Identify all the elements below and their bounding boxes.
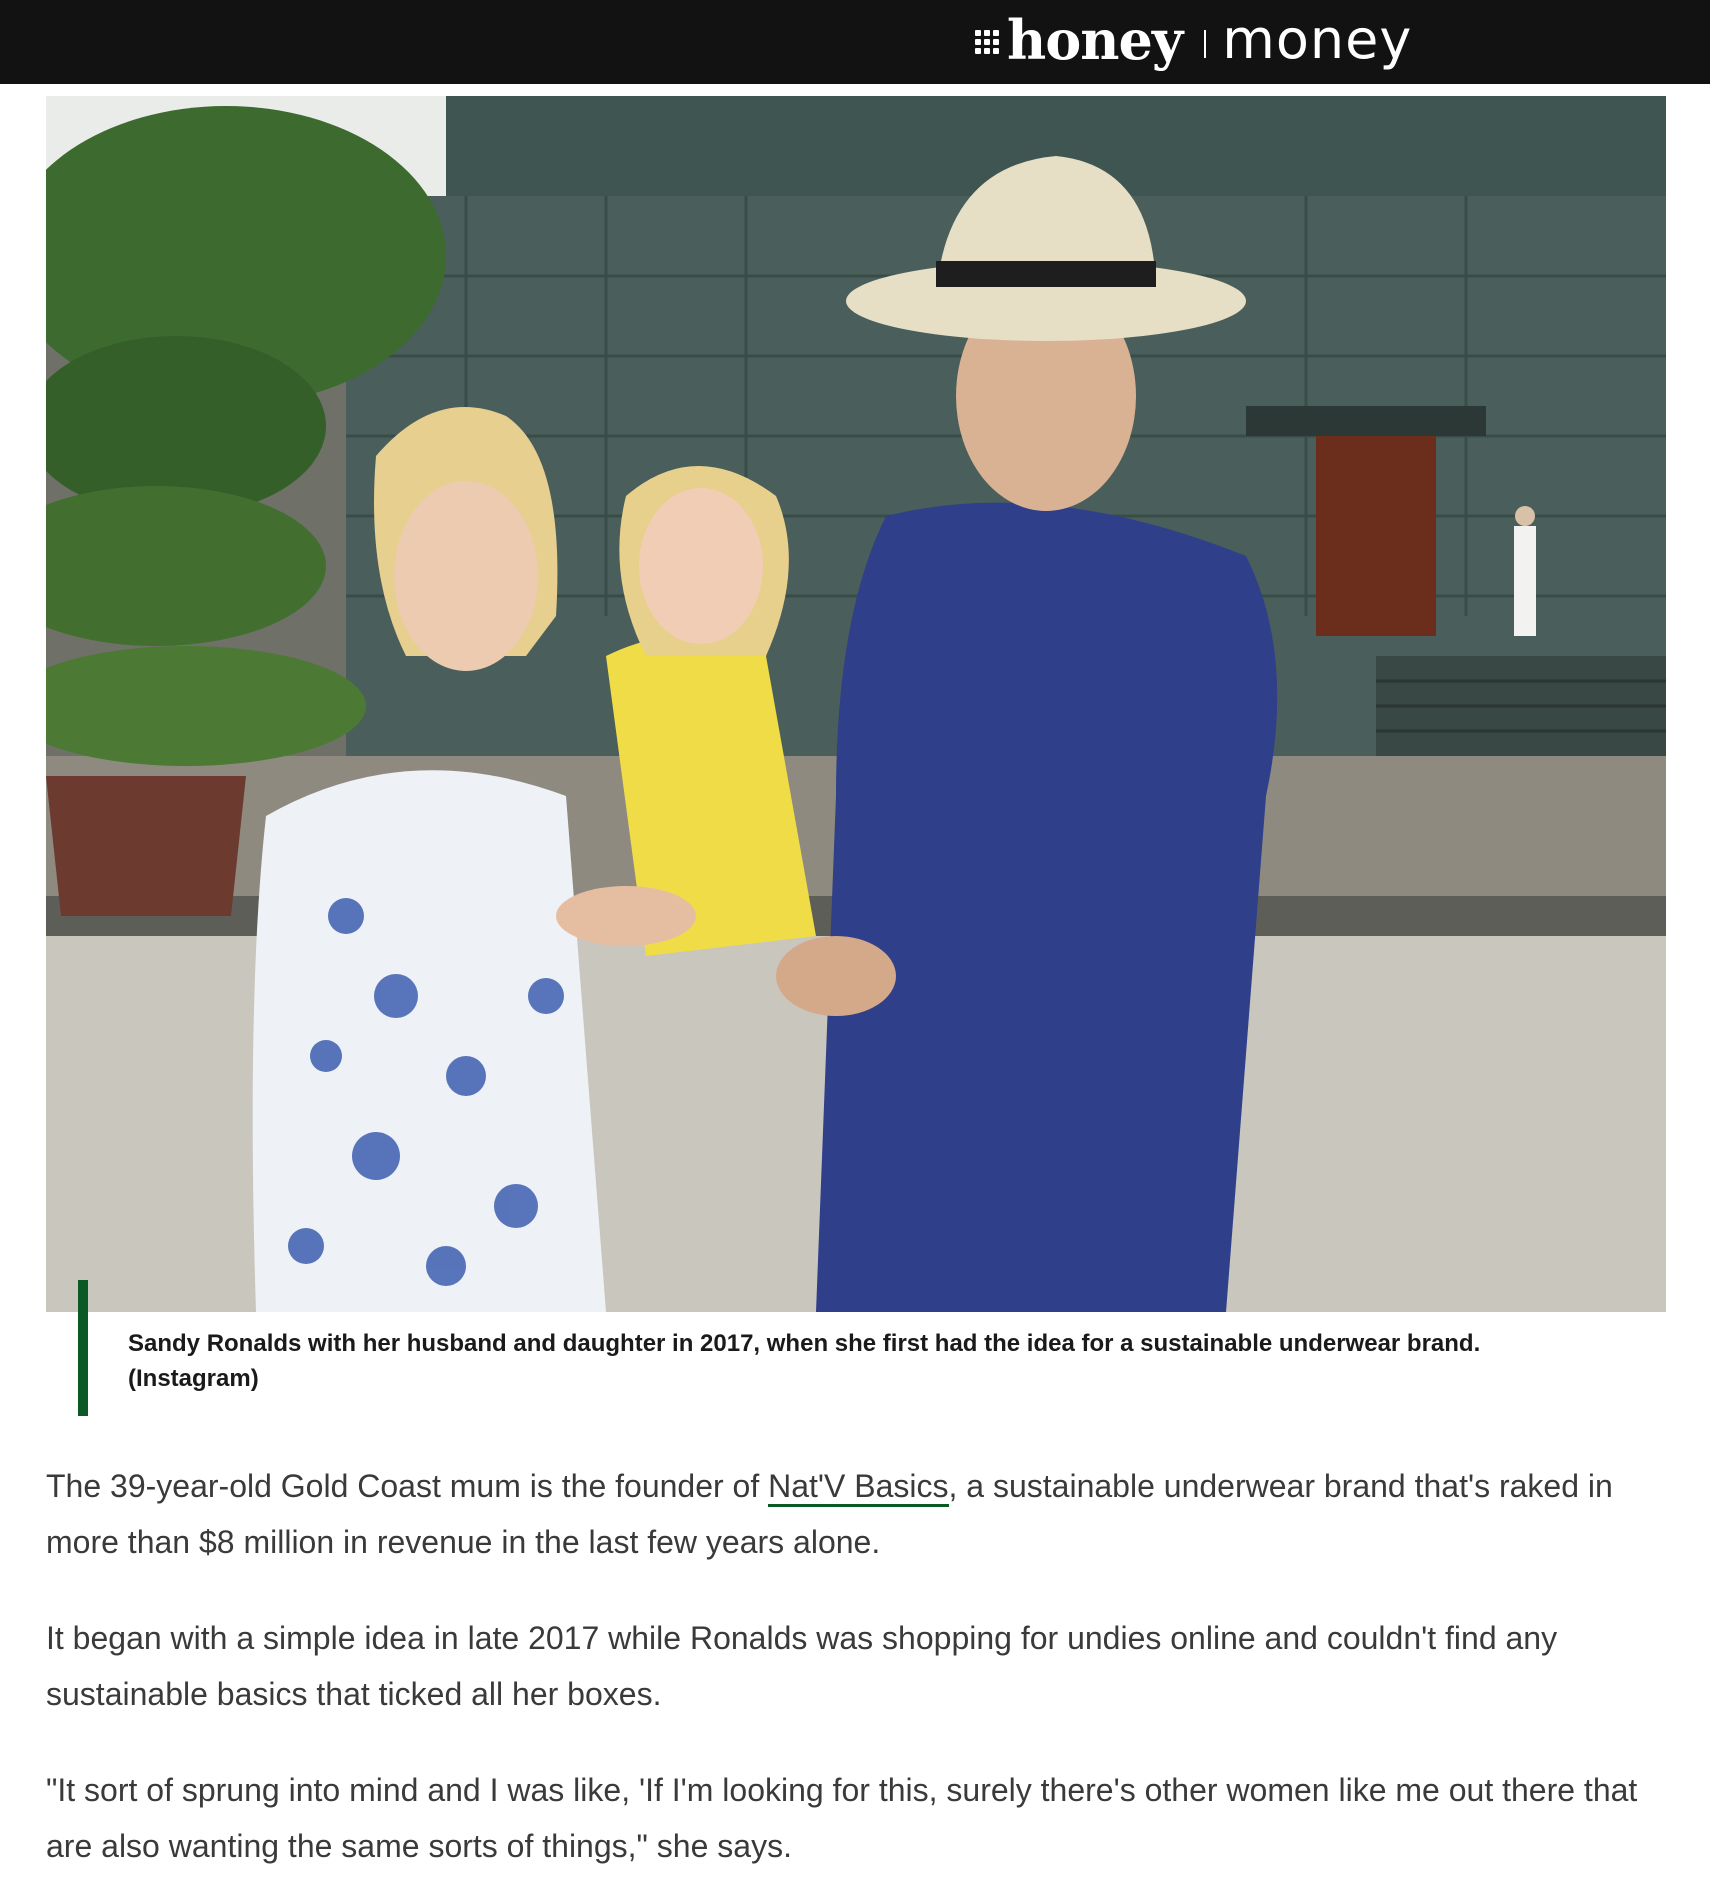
nine-dots-icon (975, 30, 999, 54)
p1-text-after: , a sustainable underwear brand that's raked in more than $8 million in revenue in the last few years alone. (46, 1468, 1613, 1560)
brand-honey: honey (1007, 8, 1183, 72)
brand-divider (1204, 30, 1206, 58)
p1-text-before: The 39-year-old Gold Coast mum is the founder of (46, 1468, 769, 1504)
brand-logo-link[interactable] (975, 4, 1412, 76)
photo-caption (128, 1326, 1668, 1396)
natv-basics-link[interactable]: Nat'V Basics (768, 1468, 948, 1507)
article-paragraph-1 (46, 1458, 1676, 1570)
caption-text: Sandy Ronalds with her husband and daughter in 2017, when she first had the idea for a sustainable underwear brand. (128, 1330, 1481, 1357)
article-photo (46, 96, 1666, 1312)
brand-money: money (1222, 8, 1413, 71)
article-paragraph-2: It began with a simple idea in late 2017 while Ronalds was shopping for undies online and couldn't find any sustainable basics that ticked all her boxes. (46, 1620, 1558, 1712)
site-header (0, 0, 1710, 84)
caption-accent-bar (78, 1280, 88, 1416)
caption-credit: (Instagram) (128, 1365, 259, 1392)
article-paragraph-3: "It sort of sprung into mind and I was like, 'If I'm looking for this, surely there's other women like me out there that are also wanting the same sorts of things," she says. (46, 1772, 1638, 1864)
